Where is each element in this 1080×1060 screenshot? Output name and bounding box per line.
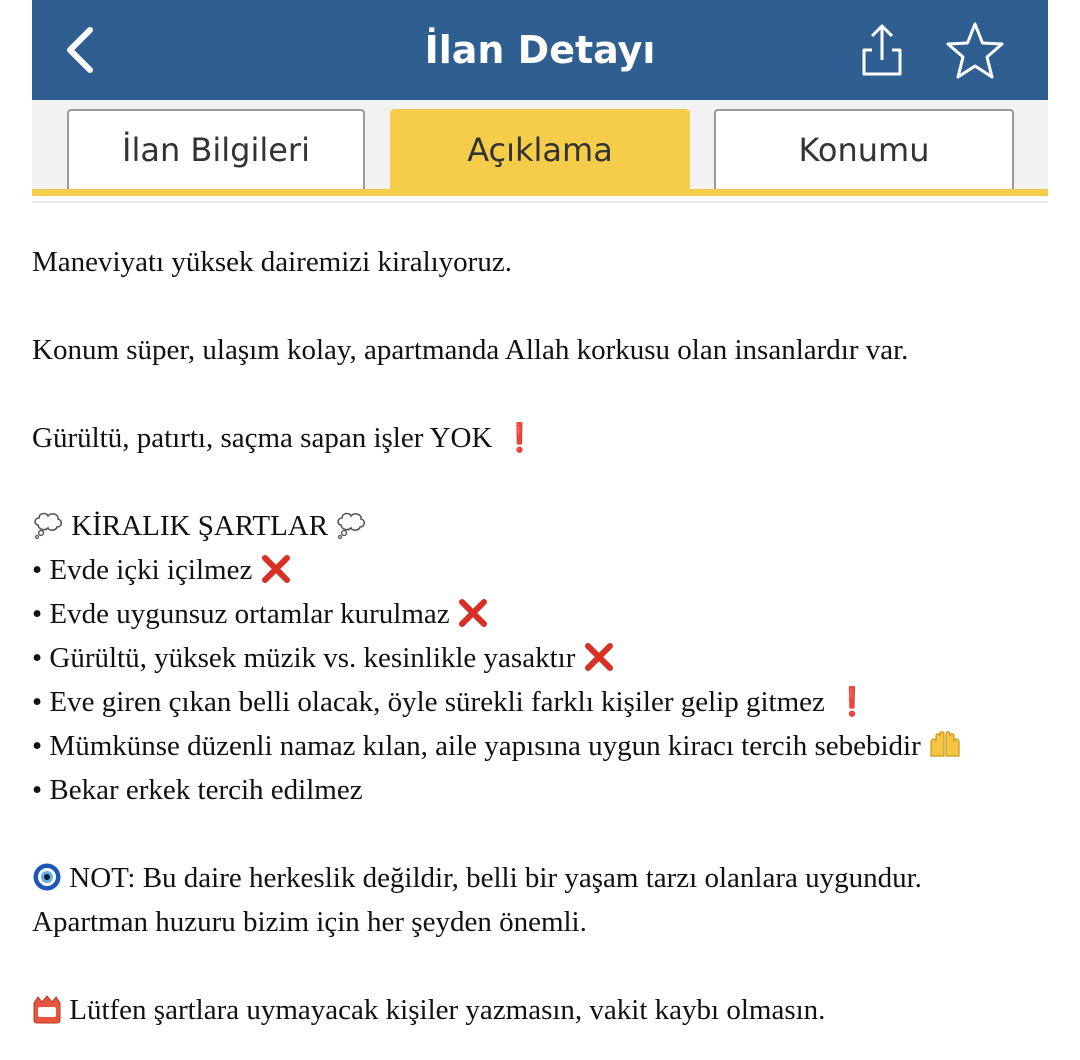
exclamation-icon: ❗ (502, 421, 538, 454)
rule-item (32, 636, 1072, 680)
rule-item (32, 768, 1072, 812)
note-line (32, 856, 1072, 900)
noise-text: Gürültü, patırtı, saçma sapan işler YOK (32, 422, 493, 454)
thought-balloon-icon (32, 511, 64, 539)
tab-aciklama[interactable]: Açıklama (390, 109, 690, 191)
note-line-2: Apartman huzuru bizim için her şeyden önemli. (32, 906, 587, 938)
tab-konumu[interactable]: Konumu (714, 109, 1014, 189)
conditions-title-line (32, 504, 1072, 548)
intro-line: Maneviyatı yüksek dairemizi kiralıyoruz. (32, 246, 512, 278)
warning-line (32, 988, 1072, 1032)
share-icon (854, 20, 910, 80)
rule-text: • Bekar erkek tercih edilmez (32, 774, 363, 806)
warning-text: Lütfen şartlara uymayacak kişiler yazmasın, vakit kaybı olmasın. (69, 994, 826, 1026)
conditions-title: KİRALIK ŞARTLAR (71, 510, 329, 542)
tab-ilan-bilgileri[interactable]: İlan Bilgileri (67, 109, 365, 189)
evil-eye-icon (32, 862, 62, 892)
page-title: İlan Detayı (424, 28, 656, 72)
noise-line (32, 416, 1072, 460)
note-text: NOT: Bu daire herkeslik değildir, belli bir yaşam tarzı olanlara uygundur. (69, 862, 922, 894)
praying-hands-icon (928, 730, 962, 760)
cross-mark-icon (457, 597, 489, 629)
tab-bar (32, 100, 1048, 196)
divider (32, 201, 1048, 203)
rule-text: • Gürültü, yüksek müzik vs. kesinlikle yasaktır (32, 642, 576, 674)
nav-header (32, 0, 1048, 100)
cross-mark-icon (260, 553, 292, 585)
favorite-button[interactable] (942, 20, 1008, 82)
name-badge-icon (32, 994, 62, 1024)
rule-text: • Mümkünse düzenli namaz kılan, aile yapısına uygun kiracı tercih sebebidir (32, 730, 921, 762)
thought-balloon-icon (335, 511, 367, 539)
tab-underline (32, 189, 1048, 196)
rule-text: • Evde içki içilmez (32, 554, 253, 586)
rule-item (32, 548, 1072, 592)
rule-item (32, 680, 1072, 724)
exclamation-icon: ❗ (834, 685, 870, 718)
rule-item (32, 592, 1072, 636)
cross-mark-icon (583, 641, 615, 673)
star-outline-icon (942, 20, 1008, 82)
rule-item (32, 724, 1072, 768)
description-text (32, 240, 1072, 1032)
rule-text: • Evde uygunsuz ortamlar kurulmaz (32, 598, 450, 630)
share-button[interactable] (854, 20, 910, 80)
location-line: Konum süper, ulaşım kolay, apartmanda Allah korkusu olan insanlardır var. (32, 334, 909, 366)
rule-text: • Eve giren çıkan belli olacak, öyle sürekli farklı kişiler gelip gitmez (32, 686, 825, 718)
